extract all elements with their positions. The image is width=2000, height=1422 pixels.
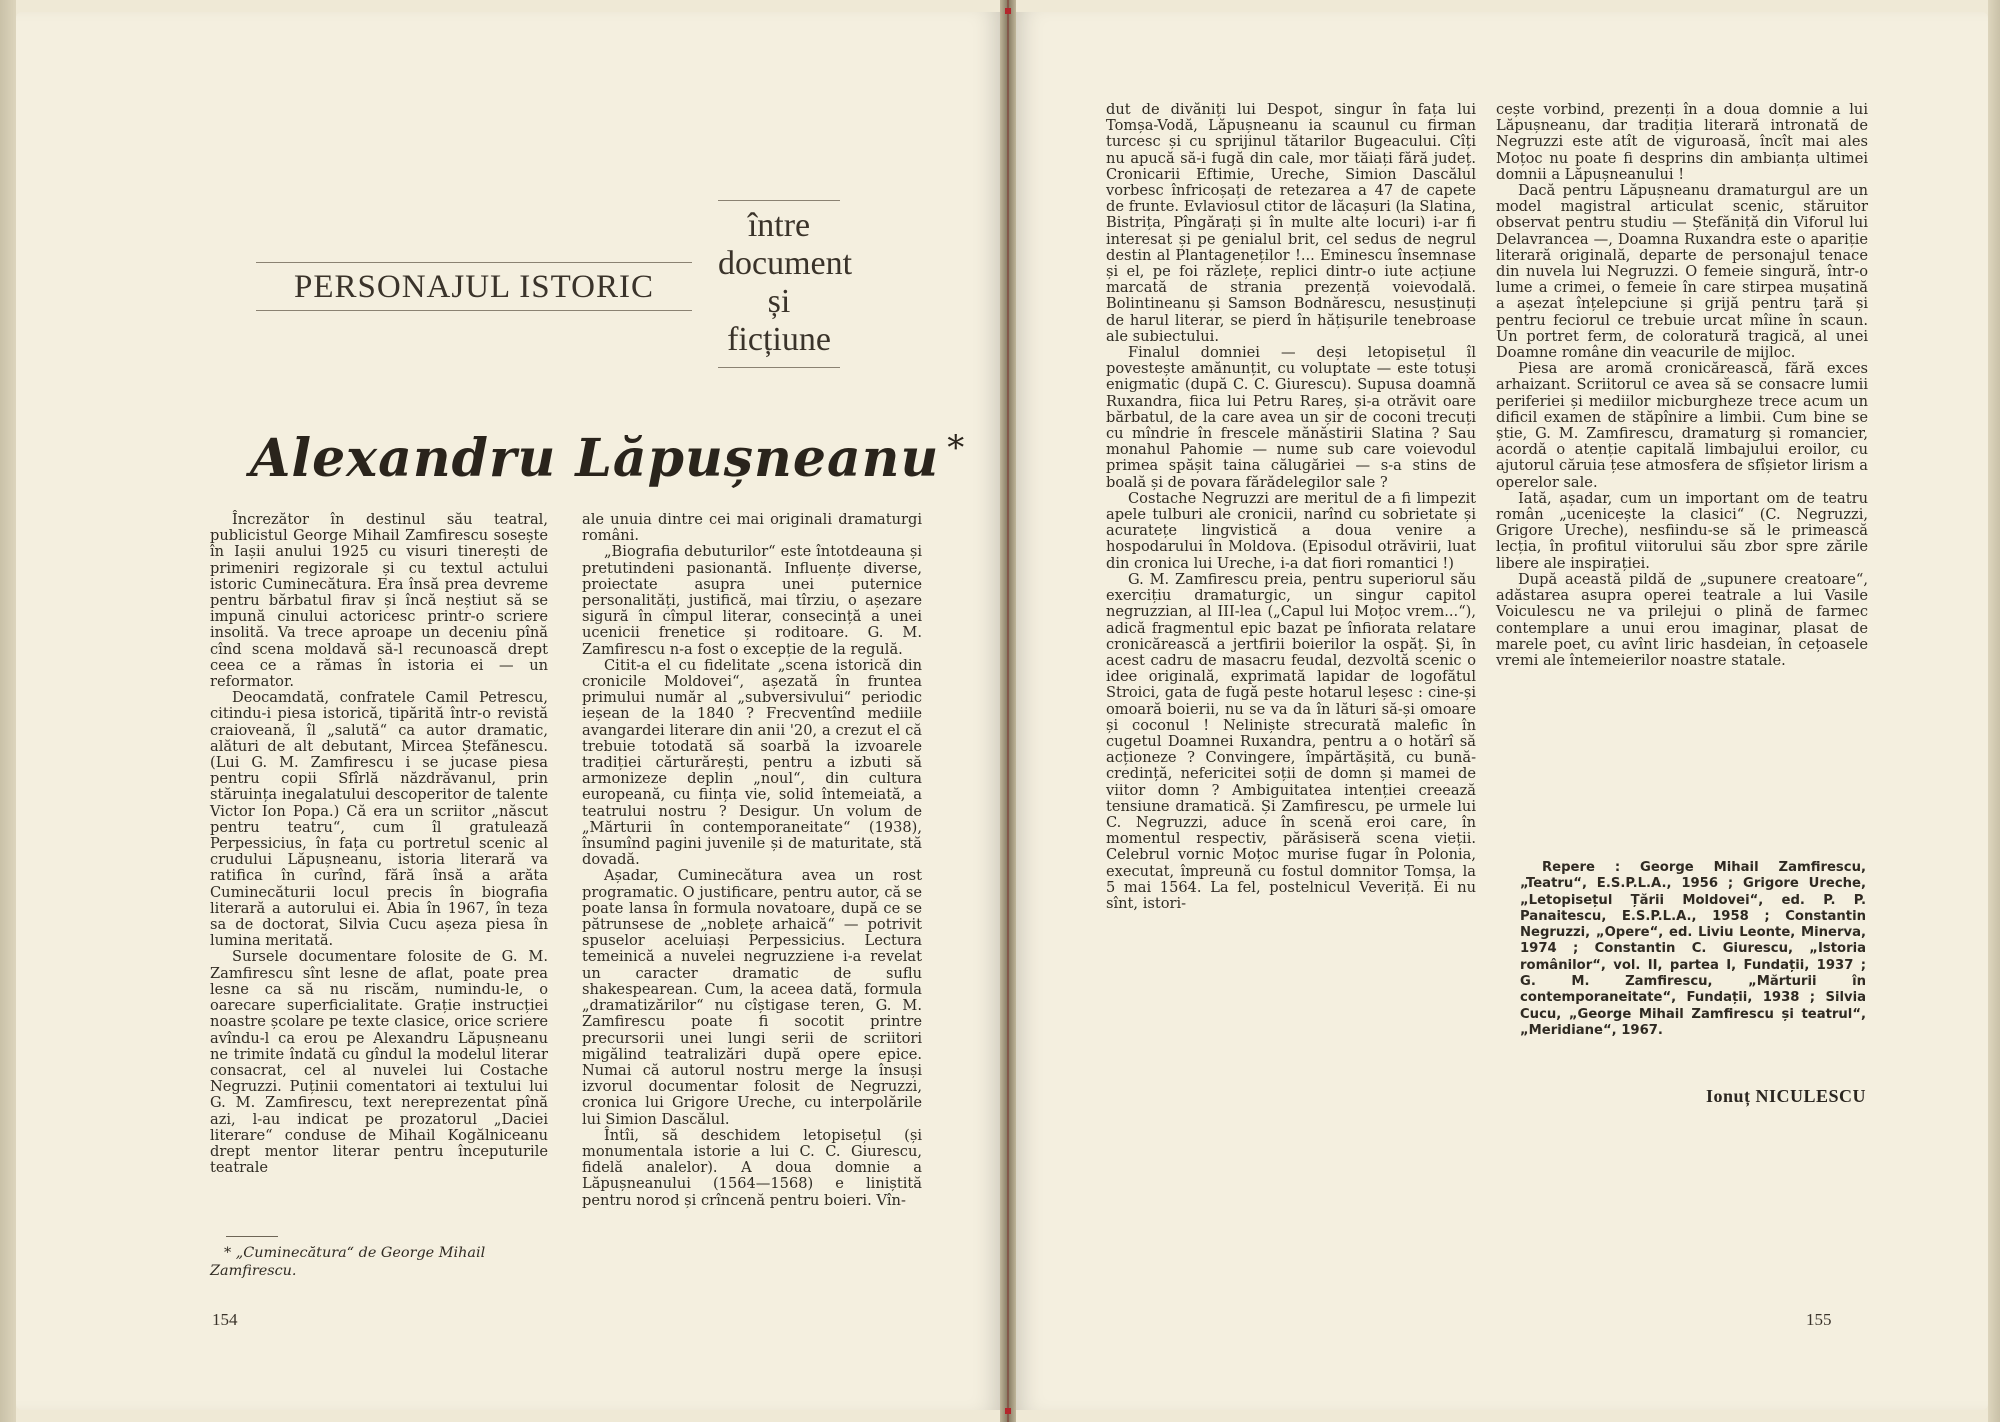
- paragraph: „Biografia debuturilor“ este întotdeauna și pretutindeni pasionantă. Influențe diverse, proiectate asupra unei puternice personalități, justifică, mai tîrziu, o așezare sigură în cîmpul literar, consecință a unei ucenicii frenetice și roditoare. G. M. Zamfirescu n-a fost o excepție de la regulă.: [582, 543, 922, 658]
- binding-thread: [1005, 8, 1011, 14]
- paragraph: Piesa are aromă cronicărească, fără exces arhaizant. Scriitorul ce avea să se consacre lumii periferiei și mediilor micburgheze trece acum un dificil examen de stăpînire a limbii. Cum bine se știe, G. M. Zamfirescu, dramaturg și romancier, acordă o atenție capitală limbajului eroilor, cu ajutorul căruia țese atmosfera de sfîșietor lirism a operelor sale.: [1496, 360, 1868, 491]
- paragraph: Încrezător în destinul său teatral, publicistul George Mihail Zamfirescu sosește în Iașii anului 1925 cu visuri tinerești de primeniri regizorale și cu textul actului istoric Cuminecătura. Era însă prea devreme pentru bărbatul firav și încă neștiut să se impună cinului actoricesc printr-o scriere insolită. Va trece aproape un deceniu pînă cînd scena moldavă să-l recunoască drept ceea ce a rămas în istoria ei — un reformator.: [210, 511, 548, 691]
- column-1: [210, 512, 548, 1176]
- title-asterisk: *: [947, 428, 966, 468]
- footnote-divider: [226, 1236, 278, 1237]
- column-3: [1106, 102, 1476, 912]
- paragraph: Citit-a el cu fidelitate „scena istorică din cronicile Moldovei“, așezată în fruntea primului număr al „subversivului“ periodic ieșean de la 1840 ? Frecventînd mediile avangardei literare din anii '20, a crezut el că trebuie totodată să soarbă la izvoarele tradiției cărturărești, pentru a izbuti să armonizeze deplin „noul“, din cultura europeană, cu ființa vie, solid întemeiată, a teatrului nostru ? Desigur. Un volum de „Mărturii în contemporaneitate“ (1938), însumînd pagini juvenile și de maturitate, stă dovadă.: [582, 656, 922, 869]
- paragraph: Costache Negruzzi are meritul de a fi limpezit apele tulburi ale cronicii, narînd cu sobrietate și acuratețe lingvistică a doua venire a hospodarului în Moldova. (Episodul otrăvirii, luat din cronica lui Ureche, i-a dat fiori romantici !): [1106, 489, 1476, 572]
- paragraph: Întîi, să deschidem letopisețul (și monumentala istorie a lui C. C. Giurescu, fidelă analelor). A doua domnie a Lăpușneanului (1564—1568) e liniștită pentru norod și crîncenă pentru boieri. Vîn-: [582, 1126, 922, 1209]
- column-2: [582, 512, 922, 1209]
- article-title-text: Alexandru Lăpușneanu: [250, 428, 940, 489]
- binding-thread: [1005, 1408, 1011, 1414]
- subtitle-line: ficțiune: [727, 321, 831, 358]
- paragraph: După această pildă de „supunere creatoare“, adăstarea asupra operei teatrale a lui Vasile Voiculescu ne va prilejui o plină de farmec contemplare a unui erou imaginar, plasat de marele poet, cu avînt liric hasdeian, în cețoasele vremi ale întemeierilor noastre statale.: [1496, 570, 1868, 669]
- paragraph: Deocamdată, confratele Camil Petrescu, citindu-i piesa istorică, tipărită într-o revistă craioveană, îl „salută“ ca autor dramatic, alături de alt debutant, Mircea Ștefănescu. (Lui G. M. Zamfirescu i se jucase piesa pentru copii Sfîrlă năzdrăvanul, prin stăruința inegalatului descoperitor de talente Victor Ion Popa.) Că era un scriitor „născut pentru teatru“, cum îl gratulează Perpessicius, în fața cu portretul scenic al crudului Lăpușneanu, istoria literară va ratifica în curînd, fără însă a arăta Cuminecăturii locul precis în biografia literară a autorului ei. Abia în 1967, în teza sa de doctorat, Silvia Cucu așeza piesa în lumina meritată.: [210, 689, 548, 950]
- subtitle-line: document: [718, 245, 853, 282]
- paragraph: G. M. Zamfirescu preia, pentru superiorul său exercițiu dramaturgic, un singur capitol negruzzian, al III-lea („Capul lui Moțoc vrem...“), adică fragmentul epic bazat pe înfiorata relatare cronicărească a jertfirii boierilor la ospăț. Și, în acest cadru de masacru feudal, dezvoltă scenic o idee originală, exprimată lapidar de logofătul Stroici, gata de fugă peste hotarul leșesc : cine-și omoară boierii, nu se va da în lături să-și omoare și coconul ! Neliniște strecurată malefic în cugetul Doamnei Ruxandra, pentru a o hotărî să acționeze ? Convingere, împărtășită, cu bună-credință, nefericitei soții de domn și mamei de viitor domn ? Ambiguitatea intenției creează tensiune dramatică. Și Zamfirescu, pe urmele lui C. Negruzzi, aduce în scenă eroi care, în momentul respectiv, părăsiseră scena vieții. Celebrul vornic Moțoc murise fugar în Polonia, executat, împreună cu fostul domnitor Tomșa, la 5 mai 1564. La fel, postelnicul Veveriță. Ei nu sînt, istori-: [1106, 570, 1476, 912]
- page-number-left: 154: [212, 1310, 238, 1329]
- paragraph: Finalul domniei — deși letopisețul îl povestește amănunțit, cu voluptate — este totuși enigmatic (după C. C. Giurescu). Supusa doamnă Ruxandra, fiica lui Petru Rareș, și-a otrăvit oare bărbatul, de la care avea un șir de coconi trecuți cu mîndrie în frescele mănăstirii Slatina ? Sau monahul Pahomie — nume sub care voievodul primea spășit taina călugăriei — s-a stins de boală și de povara fărădelegilor sale ?: [1106, 344, 1476, 491]
- paragraph: ale unuia dintre cei mai originali dramaturgi români.: [582, 511, 922, 545]
- references: Repere : George Mihail Zamfirescu, „Teatru“, E.S.P.L.A., 1956 ; Grigore Ureche, „Letopisețul Țării Moldovei“, ed. P. P. Panaitescu, E.S.P.L.A., 1958 ; Constantin Negruzzi, „Opere“, ed. Liviu Leonte, Minerva, 1974 ; Constantin C. Giurescu, „Istoria românilor“, vol. II, partea I, Fundații, 1937 ; G. M. Zamfirescu, „Mărturii în contemporaneitate“, Fundații, 1938 ; Silvia Cucu, „George Mihail Zamfirescu și teatrul“, „Meridiane“, 1967.: [1520, 860, 1866, 1038]
- paragraph: Sursele documentare folosite de G. M. Zamfirescu sînt lesne de aflat, poate prea lesne ca să nu riscăm, numindu-le, o oarecare superficialitate. Grație instrucției noastre școlare pe texte clasice, orice scriere avîndu-l ca erou pe Alexandru Lăpușneanu ne trimite îndată cu gîndul la modelul literar consacrat, cel al nuvelei lui Costache Negruzzi. Puținii comentatori ai textului lui G. M. Zamfirescu, text nereprezentat pînă azi, l-au indicat pe prozatorul „Daciei literare“ conduse de Mihail Kogălniceanu drept mentor literar pentru începuturile teatrale: [210, 948, 548, 1177]
- subtitle-block: [718, 200, 853, 368]
- page-number-right: 155: [1806, 1310, 1832, 1329]
- paragraph: Așadar, Cuminecătura avea un rost programatic. O justificare, pentru autor, că se poate lansa în formula novatoare, după ce se pătrunsese de „noblețe arhaică“ — potrivit spuselor aceluiași Perpessicius. Lectura temeinică a nuvelei negruzziene i-a revelat un caracter dramatic de suflu shakespearean. Cum, la aceea dată, formula „dramatizărilor“ nu cîștigase teren, G. M. Zamfirescu poate fi socotit printre precursorii unei lungi serii de scriitori migălind teatralizări după opere epice. Numai că autorul nostru merge la însuși izvorul documentar folosit de Negruzzi, cronica lui Grigore Ureche, cu interpolările lui Simion Dascălul.: [582, 867, 922, 1128]
- article-title: [250, 428, 966, 489]
- book-edge-left: [0, 0, 16, 1422]
- subtitle-line: și: [767, 283, 791, 320]
- paragraph: cește vorbind, prezenți în a doua domnie a lui Lăpușneanu, dar tradiția literară intronată de Negruzzi este atît de viguroasă, încît mai ales Moțoc nu poate fi desprins din ambianța ultimei domnii a Lăpușneanului !: [1496, 101, 1868, 183]
- footnote: * „Cuminecătura“ de George Mihail Zamfirescu.: [210, 1245, 486, 1279]
- paragraph: dut de divăniți lui Despot, singur în fața lui Tomșa-Vodă, Lăpușneanu ia scaunul cu firman turcesc și cu sprijinul tătarilor Bugeacului. Cîți nu apucă să-i fugă din cale, mor tăiați fără județ. Cronicarii Eftimie, Ureche, Simion Dascălul vorbesc înfricoșați de retezarea a 47 de capete de frunte. Evlaviosul ctitor de lăcașuri (la Slatina, Bistrița, Pîngărați și în multe alte locuri) i-ar fi interesat și pe genialul brit, cel sedus de negrul destin al Plantageneților !... Eminescu însemnase și el, pe foi răzlețe, replici dintr-o iute acțiune marcată de strania prezență voievodală. Bolintineanu și Samson Bodnărescu, nesusținuți de harul literar, se pierd în hățișurile tenebroase ale subiectului.: [1106, 101, 1476, 345]
- author-signature: Ionuț NICULESCU: [1705, 1086, 1866, 1106]
- paragraph: Iată, așadar, cum un important om de teatru român „ucenicește la clasici“ (C. Negruzzi, Grigore Ureche), nesfiindu-se să le primească lecția, în profitul viitorului său zbor spre zările libere ale inspirației.: [1496, 489, 1868, 572]
- subtitle-line: între: [747, 207, 811, 244]
- section-title: PERSONAJUL ISTORIC: [256, 262, 692, 311]
- book-edge-right: [1988, 0, 2000, 1422]
- book-gutter: [1000, 0, 1016, 1422]
- paragraph: Dacă pentru Lăpușneanu dramaturgul are un model magistral articulat scenic, stăruitor observat pentru studiu — Ștefăniță din Viforul lui Delavrancea —, Doamna Ruxandra este o apariție literară originală, departe de personajul tenace din nuvela lui Negruzzi. O femeie singură, într-o lume a crimei, o femeie în care stirpea mușatină a așezat înțelepciune și grijă pentru țară și pentru feciorul ce trebuie urcat mîine în scaun. Un portret ferm, de coloratură tragică, al unei Doamne române din veacurile de mijloc.: [1496, 182, 1868, 362]
- column-4: [1496, 102, 1868, 669]
